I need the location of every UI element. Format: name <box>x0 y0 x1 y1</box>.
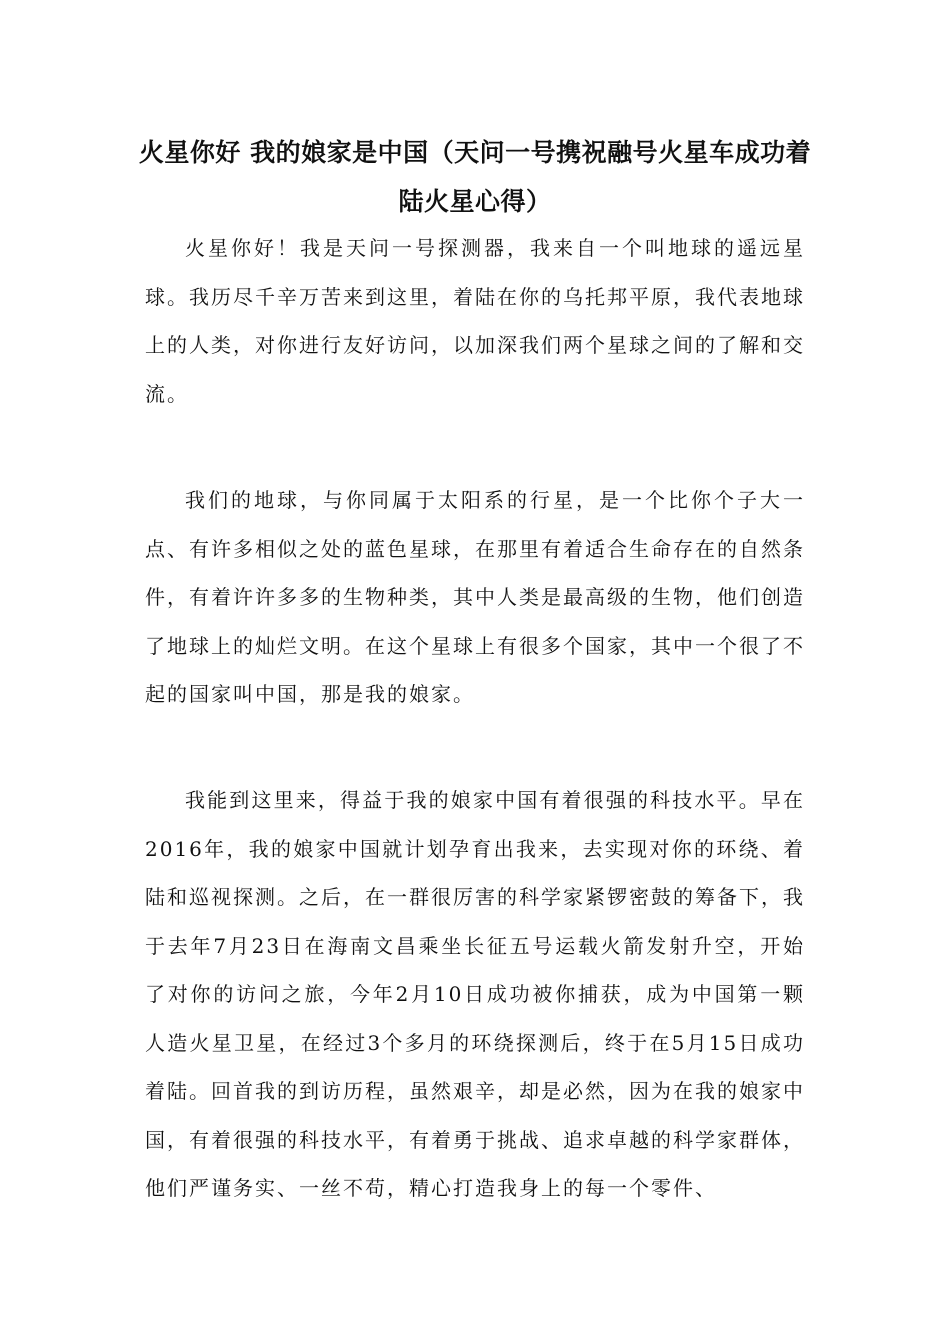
paragraph-1: 火星你好！我是天问一号探测器，我来自一个叫地球的遥远星球。我历尽千辛万苦来到这里，着陆在你的乌托邦平原，我代表地球上的人类，对你进行友好访问，以加深我们两个星球之间的了解和交流。 <box>145 236 805 406</box>
document-title: 火星你好 我的娘家是中国（天问一号携祝融号火星车成功着陆火星心得） <box>138 138 812 216</box>
paragraph-2: 我们的地球，与你同属于太阳系的行星，是一个比你个子大一点、有许多相似之处的蓝色星球，在那里有着适合生命存在的自然条件，有着许许多多的生物种类，其中人类是最高级的生物，他们创造了地球上的灿烂文明。在这个星球上有很多个国家，其中一个很了不起的国家叫中国，那是我的娘家。 <box>145 488 805 706</box>
paragraph-3: 我能到这里来，得益于我的娘家中国有着很强的科技水平。早在2016年，我的娘家中国就计划孕育出我来，去实现对你的环绕、着陆和巡视探测。之后，在一群很厉害的科学家紧锣密鼓的筹备下，我于去年7月23日在海南文昌乘坐长征五号运载火箭发射升空，开始了对你的访问之旅，今年2月10日成功被你捕获，成为中国第一颗人造火星卫星，在经过3个多月的环绕探测后，终于在5月15日成功着陆。回首我的到访历程，虽然艰辛，却是必然，因为在我的娘家中国，有着很强的科技水平，有着勇于挑战、追求卓越的科学家群体，他们严谨务实、一丝不苟，精心打造我身上的每一个零件、 <box>145 788 805 1200</box>
